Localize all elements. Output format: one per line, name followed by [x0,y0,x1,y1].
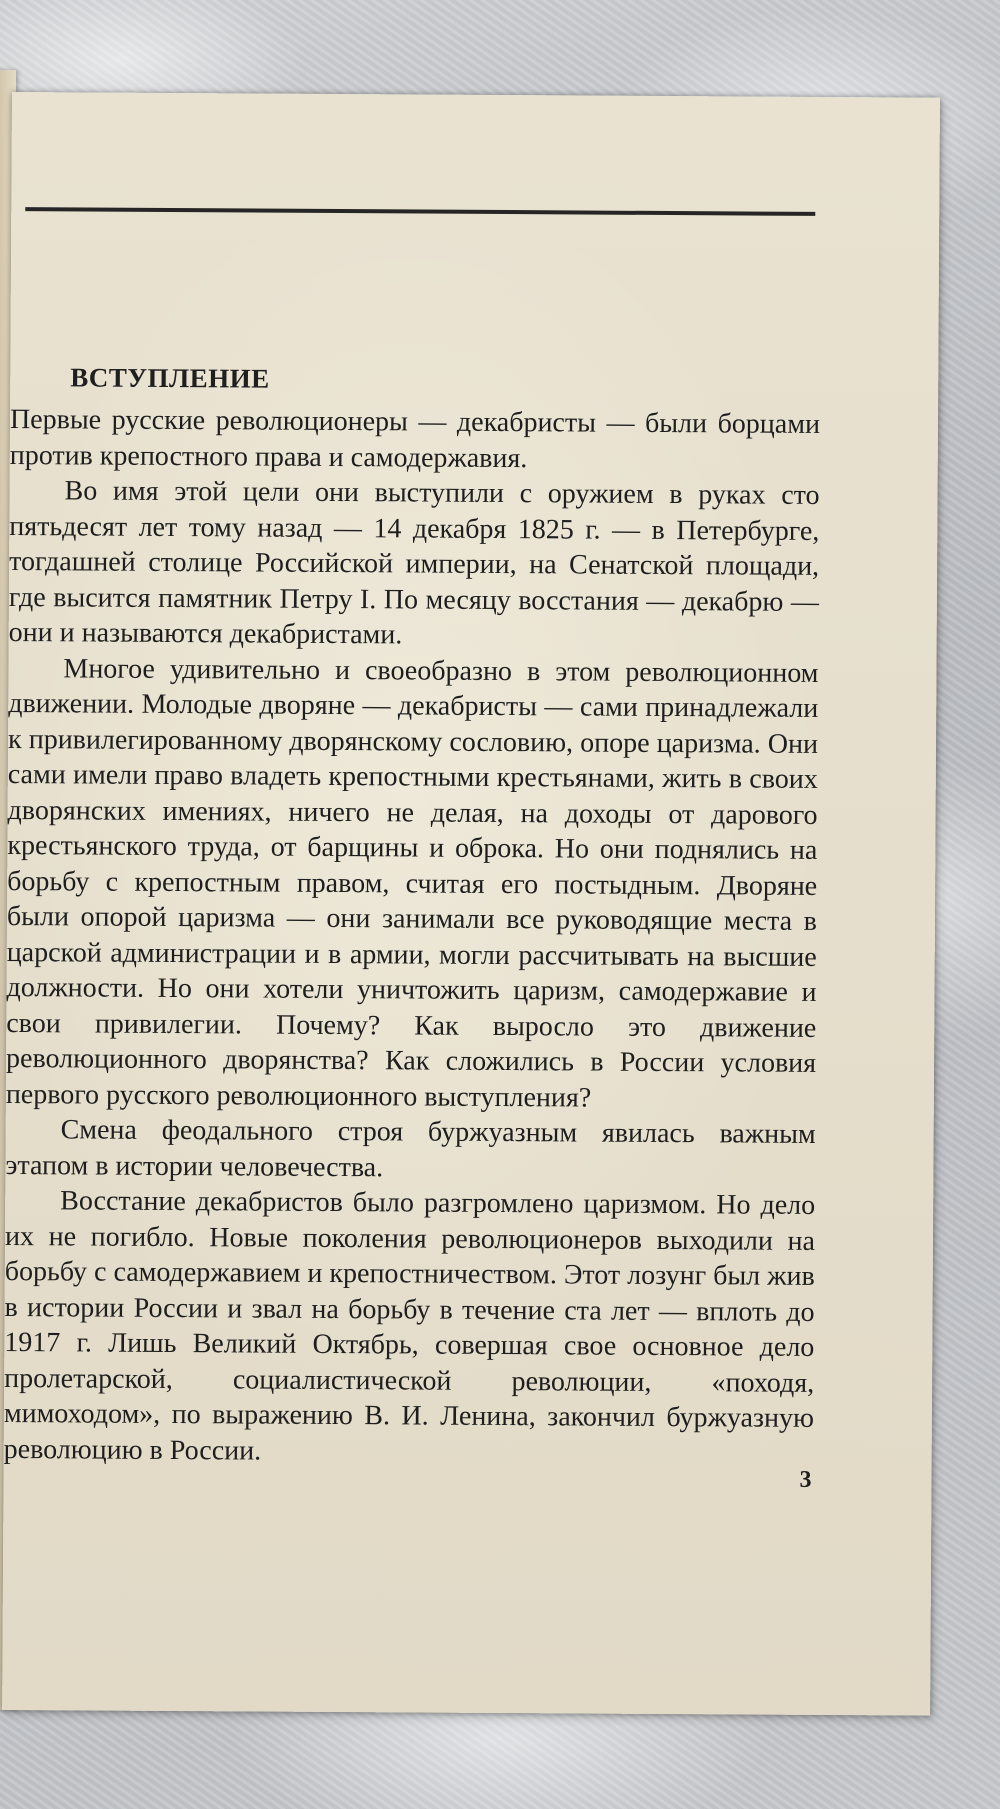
page-number: 3 [799,1466,812,1493]
paragraph-2: Во имя этой цели они выступили с оружием в руках сто пятьдесят лет тому назад — 14 декабря 1825 г. — в Петербурге, тогдашней столице Российской империи, на Сенатской площади, где высится памятник Петру I. По месяцу восстания — декабрю — они и называются декабристами. [8,475,820,651]
paragraph-3: Многое удивительно и своеобразно в этом революционном движении. Молодые дворяне — декабристы — сами принадлежали к привилегированному дворянскому сословию, опоре царизма. Они сами имели право владеть крепостными крестьянами, жить в своих дворянских имениях, ничего не делая, на доходы от дарового крестьянского труда, от барщины и оброка. Но они поднялись на борьбу с крепостным правом, считая его постыдным. Дворяне были опорой царизма — они занимали все руководящие места в царской администрации и в армии, могли рассчитывать на высшие должности. Но они хотели уничтожить царизм, самодержавие и свои привилегии. Почему? Как выросло это движение революционного дворянства? Как сложились в России условия первого русского революционного выступления? [5,652,819,1114]
paragraph-1: Первые русские революционеры — декабристы — были борцами против крепостного права и самодержавия. [9,403,821,474]
header-rule [25,207,815,216]
chapter-heading: ВСТУПЛЕНИЕ [70,362,270,394]
paragraph-5: Восстание декабристов было разгромлено царизмом. Но дело их не погибло. Новые поколения революционеров выходили на борьбу с самодержавием и крепостничеством. Этот лозунг был жив в истории России и звал на борьбу в течение ста лет — вплоть до 1917 г. Лишь Великий Октябрь, совершая свое основное дело пролетарской, социалистической революции, «походя, мимоходом», по выражению В. И. Ленина, закончил буржуазную революцию в России. [3,1185,816,1467]
body-text [4,402,820,1472]
paragraph-4: Смена феодального строя буржуазным явилась важным этапом в истории человечества. [5,1114,816,1183]
book-page [2,92,940,1716]
